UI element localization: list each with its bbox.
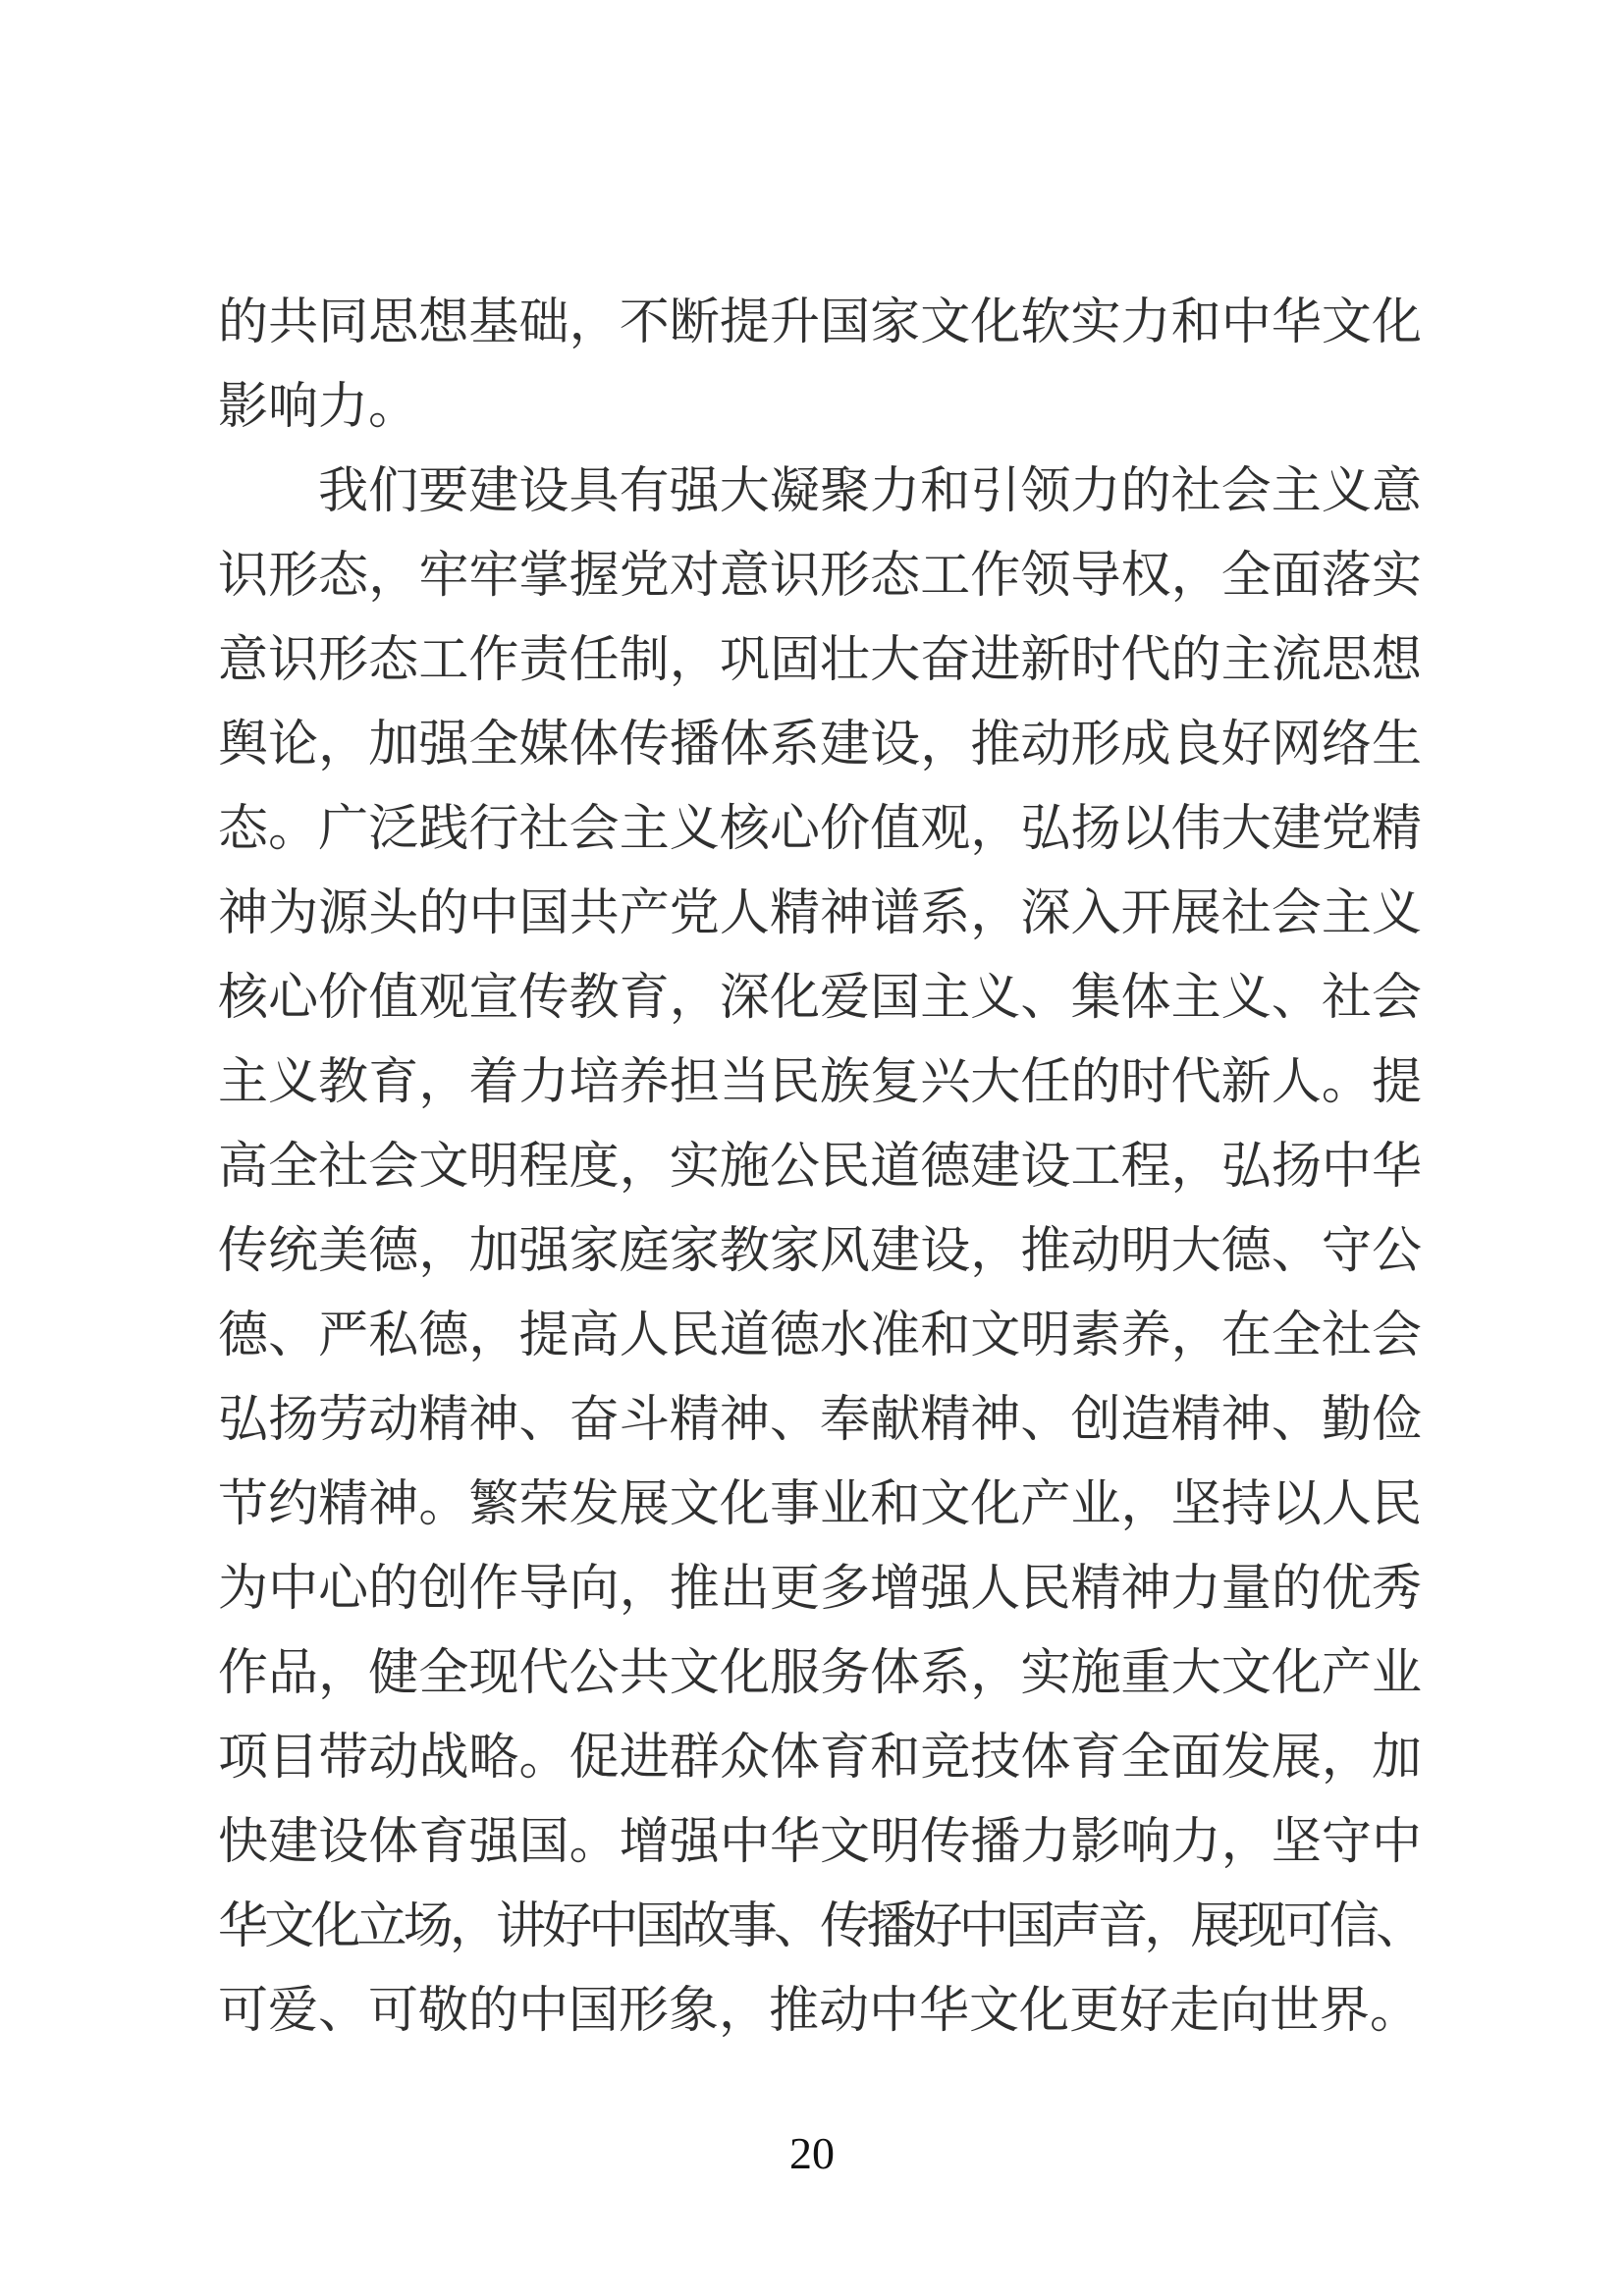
text-line: 项目带动战略。促进群众体育和竞技体育全面发展，加 [218, 1731, 1422, 1786]
text-line: 神为源头的中国共产党人精神谱系，深入开展社会主义 [218, 886, 1422, 941]
text-line: 态。广泛践行社会主义核心价值观，弘扬以伟大建党精 [218, 802, 1422, 857]
text-line: 德、严私德，提高人民道德水准和文明素养，在全社会 [218, 1308, 1422, 1363]
text-line: 识形态，牢牢掌握党对意识形态工作领导权，全面落实 [218, 549, 1422, 604]
text-line: 可爱、可敬的中国形象，推动中华文化更好走向世界。 [218, 1984, 1421, 2039]
body-text [218, 281, 1422, 2054]
text-line: 为中心的创作导向，推出更多增强人民精神力量的优秀 [218, 1562, 1422, 1617]
text-line: 核心价值观宣传教育，深化爱国主义、集体主义、社会 [218, 971, 1422, 1026]
text-line: 传统美德，加强家庭家教家风建设，推动明大德、守公 [218, 1224, 1422, 1279]
page-number: 20 [789, 2128, 835, 2178]
text-line: 弘扬劳动精神、奋斗精神、奉献精神、创造精神、勤俭 [218, 1393, 1422, 1448]
text-line: 舆论，加强全媒体传播体系建设，推动形成良好网络生 [218, 718, 1422, 773]
text-line: 高全社会文明程度，实施公民道德建设工程，弘扬中华 [218, 1140, 1422, 1195]
text-line: 作品，健全现代公共文化服务体系，实施重大文化产业 [218, 1646, 1422, 1701]
text-line: 我们要建设具有强大凝聚力和引领力的社会主义意 [318, 464, 1422, 519]
text-line: 快建设体育强国。增强中华文明传播力影响力，坚守中 [218, 1815, 1422, 1870]
text-line: 节约精神。繁荣发展文化事业和文化产业，坚持以人民 [218, 1477, 1422, 1532]
text-line: 的共同思想基础，不断提升国家文化软实力和中华文化 [218, 295, 1422, 350]
text-line: 意识形态工作责任制，巩固壮大奋进新时代的主流思想 [218, 633, 1422, 688]
text-line: 影响力。 [218, 380, 419, 435]
text-line: 主义教育，着力培养担当民族复兴大任的时代新人。提 [218, 1055, 1422, 1110]
text-line: 华文化立场，讲好中国故事、传播好中国声音，展现可信、 [218, 1899, 1422, 1954]
